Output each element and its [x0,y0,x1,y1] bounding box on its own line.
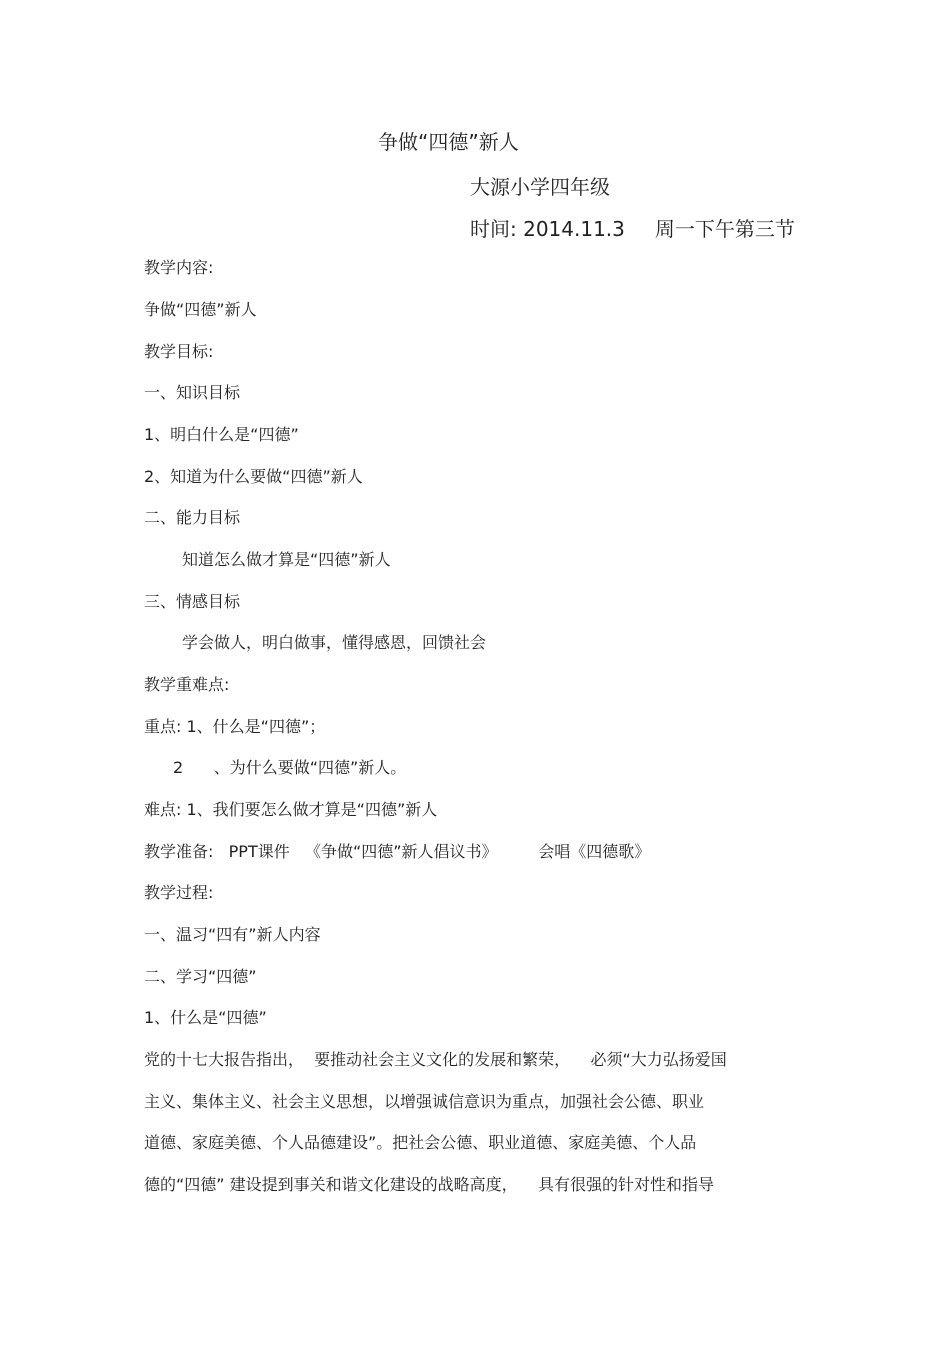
section-heading-process: 教学过程: [144,883,214,902]
process-step-2: 二、学习“四德” [144,967,257,986]
goal-knowledge-item-2: 2、知道为什么要做“四德”新人 [144,467,363,486]
process-substep-1: 1、什么是“四德” [144,1008,267,1027]
difficulty-item: 难点: 1、我们要怎么做才算是“四德”新人 [144,800,438,819]
goal-ability-heading: 二、能力目标 [144,508,241,527]
lesson-time [470,213,795,242]
goal-ability-text: 知道怎么做才算是“四德”新人 [182,550,391,569]
section-heading-keypoints: 教学重难点: [144,675,230,694]
time-period: 周一下午第三节 [654,217,795,241]
goal-knowledge-heading: 一、知识目标 [144,383,241,402]
paragraph-line-4: 德的“四德” 建设提到事关和谐文化建设的战略高度， 具有很强的针对性和指导 [144,1175,715,1194]
time-label: 时间: 2014.11.3 [470,217,625,241]
document-title: 争做“四德”新人 [378,130,519,154]
preparation-line: 教学准备: PPT课件 《争做“四德”新人倡议书》 会唱《四德歌》 [144,842,651,861]
goal-emotion-heading: 三、情感目标 [144,592,241,611]
keypoint-item-2: 2 、为什么要做“四德”新人。 [173,758,407,777]
section-heading-goals: 教学目标: [144,342,214,361]
process-step-1: 一、温习“四有”新人内容 [144,925,321,944]
paragraph-line-1: 党的十七大报告指出， 要推动社会主义文化的发展和繁荣， 必须“大力弘扬爱国 [144,1050,727,1069]
keypoint-item-1: 重点: 1、什么是“四德”； [144,717,326,736]
paragraph-line-3: 道德、家庭美德、个人品德建设”。把社会公德、职业道德、家庭美德、个人品 [144,1133,697,1152]
goal-knowledge-item-1: 1、明白什么是“四德” [144,425,299,444]
goal-emotion-text: 学会做人，明白做事，懂得感恩，回馈社会 [182,633,487,652]
school-name: 大源小学四年级 [470,175,610,199]
section-heading-content: 教学内容: [144,258,214,277]
content-text: 争做“四德”新人 [144,300,257,319]
paragraph-line-2: 主义、集体主义、社会主义思想，以增强诚信意识为重点，加强社会公德、职业 [144,1092,705,1111]
